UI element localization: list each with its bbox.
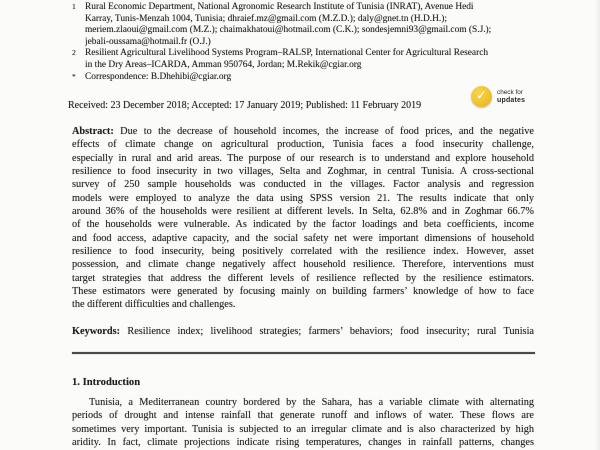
affiliation-item-* (72, 72, 538, 84)
abstract-line: effects of climate change on agricultural production, Tunisia faces a food insecurity challenge, (72, 139, 534, 151)
horizontal-rule (72, 352, 535, 354)
checkmark-circle-icon (471, 86, 492, 107)
affiliation-line: Karray, Tunis-Menzah 1004, Tunisia; dhraief.mz@gmail.com (M.Z.D.); daly@gnet.tn (H.D.H.); (85, 13, 447, 24)
abstract-line: These estimators were generated by focusing mainly on building farmers’ knowledge of how to face (72, 286, 534, 298)
abstract-line: the different difficulties and challenges. (72, 299, 236, 311)
abstract-line: of the households were vulnerable. As indicated by the factor loadings and beta coefficients, income (72, 219, 534, 231)
check-for-updates-badge[interactable] (471, 86, 525, 107)
affiliation-line: in the Dry Areas–ICARDA, Amman 950764, Jordan; M.Rekik@cgiar.org (85, 59, 362, 70)
abstract-label: Abstract: (72, 126, 114, 137)
introduction-line: aridity. In fact, climate projections indicate rising temperatures, changes in rainfall patterns, changes (72, 437, 534, 449)
dates-line: Received: 23 December 2018; Accepted: 17 January 2019; Published: 11 February 2019 (68, 100, 422, 111)
affiliation-marker: 1 (72, 2, 76, 11)
affiliations (72, 2, 538, 83)
introduction-line: Tunisia, a Mediterranean country bordered by the Sahara, has a variable climate with alternating (89, 397, 534, 408)
abstract-line: Abstract: Due to the decrease of household incomes, the increase of food prices, and the negative (72, 126, 534, 137)
abstract-line: models were employed to analyze the data using SPSS version 21. The results indicate that only (72, 192, 534, 204)
abstract-line: target strategies that address the different levels of resilience reflected by the resilience estimators. (72, 272, 534, 284)
affiliation-line: Correspondence: B.Dhehibi@cgiar.org (85, 71, 232, 82)
abstract-paragraph (72, 125, 534, 312)
introduction-line: periods of drought and intense rainfall that generate runoff and inflows of water. These flows are (72, 410, 534, 422)
abstract-line: resilience to food insecurity in two villages, Selta and Zoghmar, in central Tunisia. A cross-sectional (72, 166, 534, 178)
affiliation-marker: * (72, 71, 76, 81)
badge-label-line1: check for (497, 89, 523, 96)
affiliation-item-1 (72, 2, 538, 48)
affiliation-marker: 2 (72, 48, 76, 58)
affiliation-line: Rural Economic Department, National Agronomic Research Institute of Tunisia (INRAT), Avenue Hedi (85, 2, 474, 12)
affiliation-line: jebali-oussama@hotmail.fr (O.J.) (85, 36, 211, 47)
abstract-line: and food access, adaptive capacity, and the social safety net were important dimensions of household (72, 232, 534, 244)
keywords-text: Resilience index; livelihood strategies; farmers’ behaviors; food insecurity; rural Tunisia (127, 326, 534, 337)
introduction-paragraph (72, 396, 534, 450)
affiliation-line: meriem.zlaoui@gmail.com (M.Z.); chaimakhatoui@hotmail.com (C.K.); sondesjemni93@gmail.com (S.J.); (85, 25, 492, 36)
keywords-label: Keywords: (72, 326, 121, 337)
affiliation-item-2 (72, 48, 538, 71)
badge-label-line2: updates (497, 96, 526, 104)
keywords-line (72, 325, 534, 338)
scan-edge-artifact (595, 0, 600, 450)
check-icon: ✓ (476, 88, 487, 104)
introduction-line: sometimes very important. Tunisia is subjected to an irregular climate and is also characterized by high (72, 423, 534, 435)
affiliation-line: Resilient Agricultural Livelihood Systems Program–RALSP, International Center for Agricultural Research (85, 48, 489, 59)
abstract-line: possession, and climate change negatively affect household resilience. Therefore, interventions must (72, 259, 534, 271)
abstract-line: especially in rural and arid areas. The purpose of our research is to understand and explore household (72, 152, 534, 164)
abstract-line: survey of 250 sample households was conducted in the villages. Factor analysis and regression (72, 179, 534, 191)
section-heading-introduction: 1. Introduction (72, 377, 141, 388)
abstract-line: around 36% of the households were resilient at different levels. In Selta, 62.8% and in Zoghmar 66.7% (72, 206, 534, 218)
badge-label (497, 89, 525, 104)
abstract-line: resilience to food insecurity, being positively correlated with the resilience index. However, asset (72, 246, 534, 258)
